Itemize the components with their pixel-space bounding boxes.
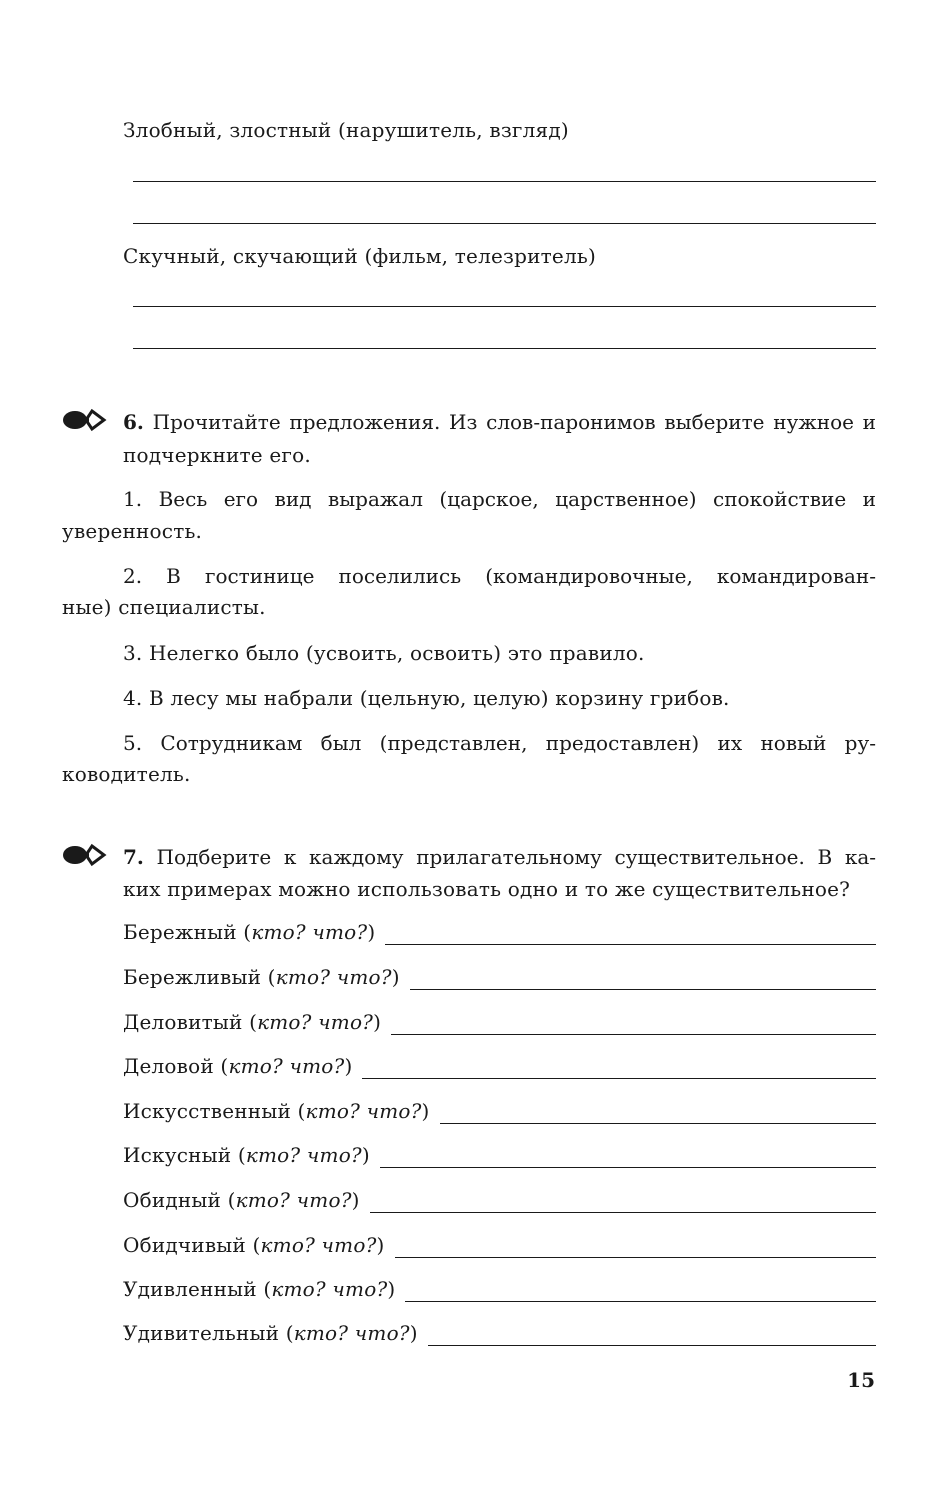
ex7-row-label: Обидчивый (кто? что?) <box>123 1233 385 1257</box>
ex6-sentence-5-line2: ководитель. <box>62 762 191 786</box>
ex7-row-label: Бережный (кто? что?) <box>123 920 376 944</box>
ex7-row-label: Деловитый (кто? что?) <box>123 1010 382 1034</box>
answer-line[interactable] <box>133 306 876 307</box>
ex7-row-label: Обидный (кто? что?) <box>123 1188 360 1212</box>
ex7-instruction-text: Подберите к каждому прилагательному существительное. В ка- <box>156 845 877 869</box>
ex6-instruction-text: Прочитайте предложения. Из слов-паронимов выберите нужное и <box>152 410 876 434</box>
ex7-row-label: Бережливый (кто? что?) <box>123 965 400 989</box>
ex7-row <box>123 965 876 993</box>
ex7-row-label: Удивительный (кто? что?) <box>123 1321 418 1345</box>
answer-line[interactable] <box>440 1123 876 1124</box>
answer-line[interactable] <box>380 1167 876 1168</box>
ex7-row-label: Искусственный (кто? что?) <box>123 1099 430 1123</box>
page-number: 15 <box>847 1368 875 1392</box>
ex6-sentence-5-line1: 5. Сотрудникам был (представлен, предоставлен) их новый ру- <box>123 731 876 755</box>
ex7-row <box>123 1099 876 1127</box>
answer-line[interactable] <box>133 348 876 349</box>
ex7-row <box>123 1321 876 1349</box>
ex7-row <box>123 920 876 948</box>
ex5-item-skuchnyi: Скучный, скучающий (фильм, телезритель) <box>123 244 596 268</box>
answer-line[interactable] <box>370 1212 876 1213</box>
exercise-marker-icon <box>60 843 108 867</box>
answer-line[interactable] <box>385 944 876 945</box>
ex7-instruction-line1 <box>123 845 876 869</box>
exercise-marker-icon <box>60 408 108 432</box>
ex6-sentence-1-line1: 1. Весь его вид выражал (царское, царственное) спокойствие и <box>123 487 876 511</box>
ex6-sentence-4: 4. В лесу мы набрали (цельную, целую) корзину грибов. <box>123 686 730 710</box>
ex6-sentence-1-line2: уверенность. <box>62 519 203 543</box>
answer-line[interactable] <box>362 1078 876 1079</box>
ex6-number: 6. <box>123 410 144 434</box>
answer-line[interactable] <box>133 223 876 224</box>
ex7-row <box>123 1010 876 1038</box>
ex6-sentence-3: 3. Нелегко было (усвоить, освоить) это правило. <box>123 641 645 665</box>
answer-line[interactable] <box>133 181 876 182</box>
ex7-row <box>123 1233 876 1261</box>
ex6-sentence-2-line1: 2. В гостинице поселились (командировочные, командирован- <box>123 564 876 588</box>
ex7-row <box>123 1054 876 1082</box>
ex6-instruction-line2: подчеркните его. <box>123 443 311 467</box>
ex7-row-label: Деловой (кто? что?) <box>123 1054 353 1078</box>
ex6-sentence-2-line2: ные) специалисты. <box>62 595 266 619</box>
answer-line[interactable] <box>428 1345 876 1346</box>
answer-line[interactable] <box>391 1034 876 1035</box>
ex7-number: 7. <box>123 845 144 869</box>
ex6-instruction-line1 <box>123 410 876 434</box>
answer-line[interactable] <box>410 989 876 990</box>
ex7-row-label: Искусный (кто? что?) <box>123 1143 370 1167</box>
answer-line[interactable] <box>395 1257 876 1258</box>
ex7-row-label: Удивленный (кто? что?) <box>123 1277 396 1301</box>
answer-line[interactable] <box>405 1301 876 1302</box>
ex5-item-zlobnyi: Злобный, злостный (нарушитель, взгляд) <box>123 118 569 142</box>
ex7-instruction-line2: ких примерах можно использовать одно и то же существительное? <box>123 877 851 901</box>
ex7-row <box>123 1143 876 1171</box>
ex7-row <box>123 1277 876 1305</box>
ex7-row <box>123 1188 876 1216</box>
